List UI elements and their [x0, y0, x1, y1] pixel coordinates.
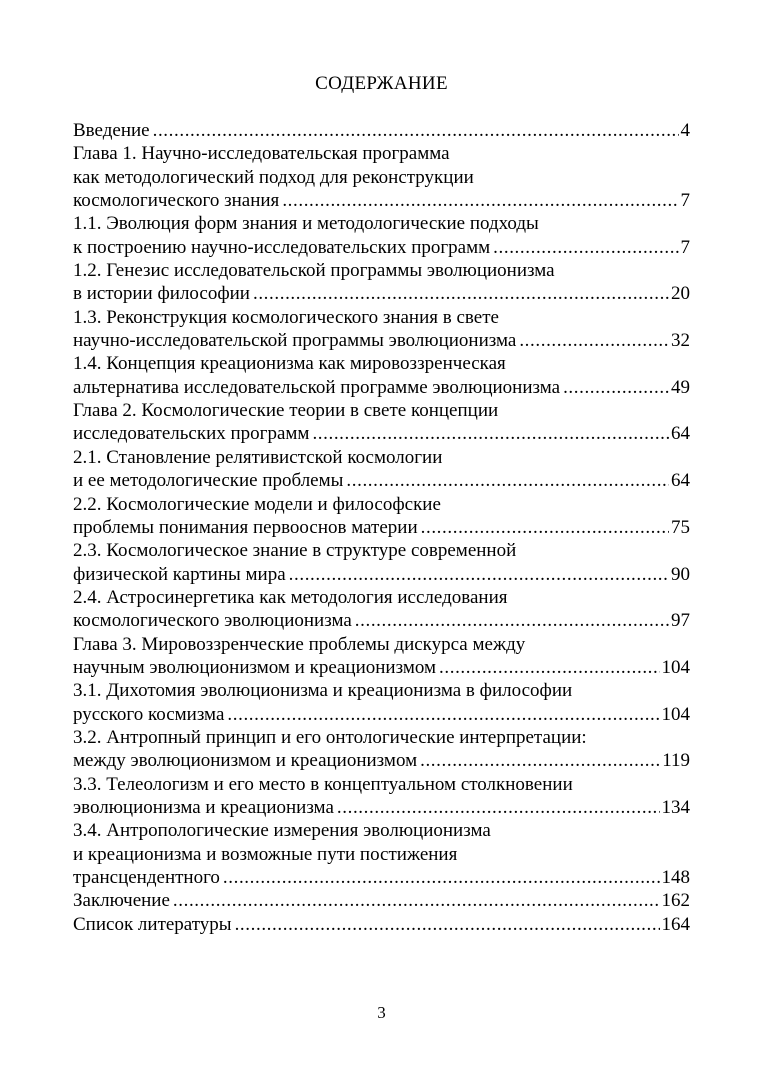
dot-leader [173, 889, 660, 912]
page-title: СОДЕРЖАНИЕ [315, 73, 448, 94]
dot-leader [519, 329, 669, 352]
toc-page-number: 97 [671, 610, 690, 632]
toc-entry [73, 539, 690, 586]
toc-entry-final-line [73, 282, 690, 305]
toc-entry-final-line [73, 796, 690, 819]
toc-entry [73, 259, 690, 306]
toc-entry-line: к построению научно-исследовательских программ [73, 236, 491, 258]
page-number: 3 [377, 1003, 386, 1022]
toc-entry-line: проблемы понимания первооснов материи [73, 516, 418, 538]
toc-entry [73, 889, 690, 912]
toc-page-number: 104 [661, 703, 690, 725]
toc-entry-line: Введение [73, 120, 150, 141]
toc-page-number: 49 [671, 376, 690, 398]
dot-leader [227, 703, 659, 726]
toc-entry-final-line [73, 329, 690, 352]
dot-leader [223, 866, 660, 889]
toc-entry [73, 399, 690, 446]
toc-entry-final-line [73, 563, 690, 586]
toc-entry-line: как методологический подход для реконструкции [73, 166, 474, 188]
dot-leader [235, 913, 660, 936]
toc-entry-line: эволюционизма и креационизма [73, 796, 334, 818]
toc-entry-line: 3.1. Дихотомия эволюционизма и креационизма в философии [73, 680, 573, 702]
toc-entry-final-line [73, 236, 690, 259]
toc-entry-line: альтернатива исследовательской программе эволюционизма [73, 376, 561, 398]
dot-leader [337, 796, 660, 819]
toc-page-number: 4 [680, 120, 690, 141]
toc-entry-final-line [73, 119, 690, 142]
toc-page-number: 148 [661, 867, 690, 888]
toc-entry-line: Глава 1. Научно-исследовательская программа [73, 143, 450, 165]
toc-entry [73, 819, 690, 889]
toc-page-number: 20 [671, 283, 690, 305]
dot-leader [563, 376, 669, 399]
dot-leader [439, 656, 659, 679]
toc-entry-final-line [73, 609, 690, 632]
toc-page-number: 90 [671, 563, 690, 585]
toc-page-number: 75 [671, 516, 690, 538]
toc-entry-line: 2.1. Становление релятивистской космологии [73, 446, 443, 468]
toc-entry-line: Глава 2. Космологические теории в свете концепции [73, 400, 499, 422]
toc-entry-line: 3.4. Антропологические измерения эволюционизма [73, 820, 491, 842]
toc-entry-line: 1.2. Генезис исследовательской программы эволюционизма [73, 260, 555, 282]
toc-page-number: 64 [671, 423, 690, 445]
dot-leader [289, 563, 669, 586]
dot-leader [420, 749, 660, 772]
toc-page-number: 32 [671, 330, 690, 352]
toc-entry [73, 142, 690, 212]
toc-entry [73, 446, 690, 493]
toc-entry-line: трансцендентного [73, 867, 220, 888]
toc-entry-line: в истории философии [73, 283, 250, 305]
toc-page-number: 64 [671, 470, 690, 492]
toc-entry-line: и креационизма и возможные пути постижения [73, 843, 458, 865]
toc-entry-final-line [73, 376, 690, 399]
dot-leader [153, 119, 679, 142]
toc-entry-final-line [73, 469, 690, 492]
toc-entry-final-line [73, 516, 690, 539]
toc-entry-line: между эволюционизмом и креационизмом [73, 750, 418, 772]
toc-page-number: 7 [680, 190, 690, 212]
toc-page-number: 134 [661, 796, 690, 818]
toc-entry-line: 3.3. Телеологизм и его место в концептуальном столкновении [73, 773, 573, 795]
toc-entry [73, 633, 690, 680]
toc-entry-line: 3.2. Антропный принцип и его онтологические интерпретации: [73, 726, 587, 748]
toc-entry-line: 1.1. Эволюция форм знания и методологические подходы [73, 213, 539, 235]
toc-entry-line: космологического знания [73, 190, 280, 212]
toc-entry-line: научным эволюционизмом и креационизмом [73, 656, 437, 678]
toc-entry-line: русского космизма [73, 703, 225, 725]
toc-page-number: 119 [662, 750, 690, 772]
toc-entry-line: 2.3. Космологическое знание в структуре современной [73, 540, 517, 562]
table-of-contents [73, 119, 690, 936]
toc-entry-line: 2.2. Космологические модели и философские [73, 493, 441, 515]
toc-page-number: 162 [661, 890, 690, 912]
toc-entry-final-line [73, 703, 690, 726]
toc-entry [73, 726, 690, 773]
dot-leader [346, 469, 669, 492]
toc-entry-line: Заключение [73, 890, 170, 912]
toc-page-number: 104 [661, 656, 690, 678]
toc-entry-final-line [73, 656, 690, 679]
toc-entry-line: исследовательских программ [73, 423, 310, 445]
toc-entry [73, 119, 690, 142]
toc-entry-final-line [73, 749, 690, 772]
toc-entry [73, 306, 690, 353]
toc-entry-line: космологического эволюционизма [73, 610, 352, 632]
toc-entry [73, 773, 690, 820]
toc-entry [73, 913, 690, 936]
dot-leader [282, 189, 678, 212]
toc-entry [73, 493, 690, 540]
dot-leader [355, 609, 669, 632]
toc-entry-final-line [73, 189, 690, 212]
toc-entry-line: физической картины мира [73, 563, 286, 585]
toc-entry [73, 212, 690, 259]
toc-page-number: 164 [661, 913, 690, 935]
dot-leader [421, 516, 669, 539]
toc-entry-line: 2.4. Астросинергетика как методология исследования [73, 586, 508, 608]
toc-entry-line: 1.4. Концепция креационизма как мировоззренческая [73, 353, 506, 375]
dot-leader [493, 236, 678, 259]
toc-entry-line: Глава 3. Мировоззренческие проблемы дискурса между [73, 633, 526, 655]
toc-entry-final-line [73, 422, 690, 445]
toc-entry [73, 352, 690, 399]
toc-entry-final-line [73, 913, 690, 936]
dot-leader [253, 282, 669, 305]
toc-entry-final-line [73, 866, 690, 889]
toc-entry [73, 679, 690, 726]
toc-entry [73, 586, 690, 633]
toc-page-number: 7 [680, 236, 690, 258]
toc-entry-line: и ее методологические проблемы [73, 470, 344, 492]
dot-leader [312, 422, 669, 445]
toc-entry-line: 1.3. Реконструкция космологического знания в свете [73, 306, 499, 328]
toc-entry-final-line [73, 889, 690, 912]
toc-entry-line: научно-исследовательской программы эволюционизма [73, 330, 517, 352]
toc-entry-line: Список литературы [73, 913, 232, 935]
